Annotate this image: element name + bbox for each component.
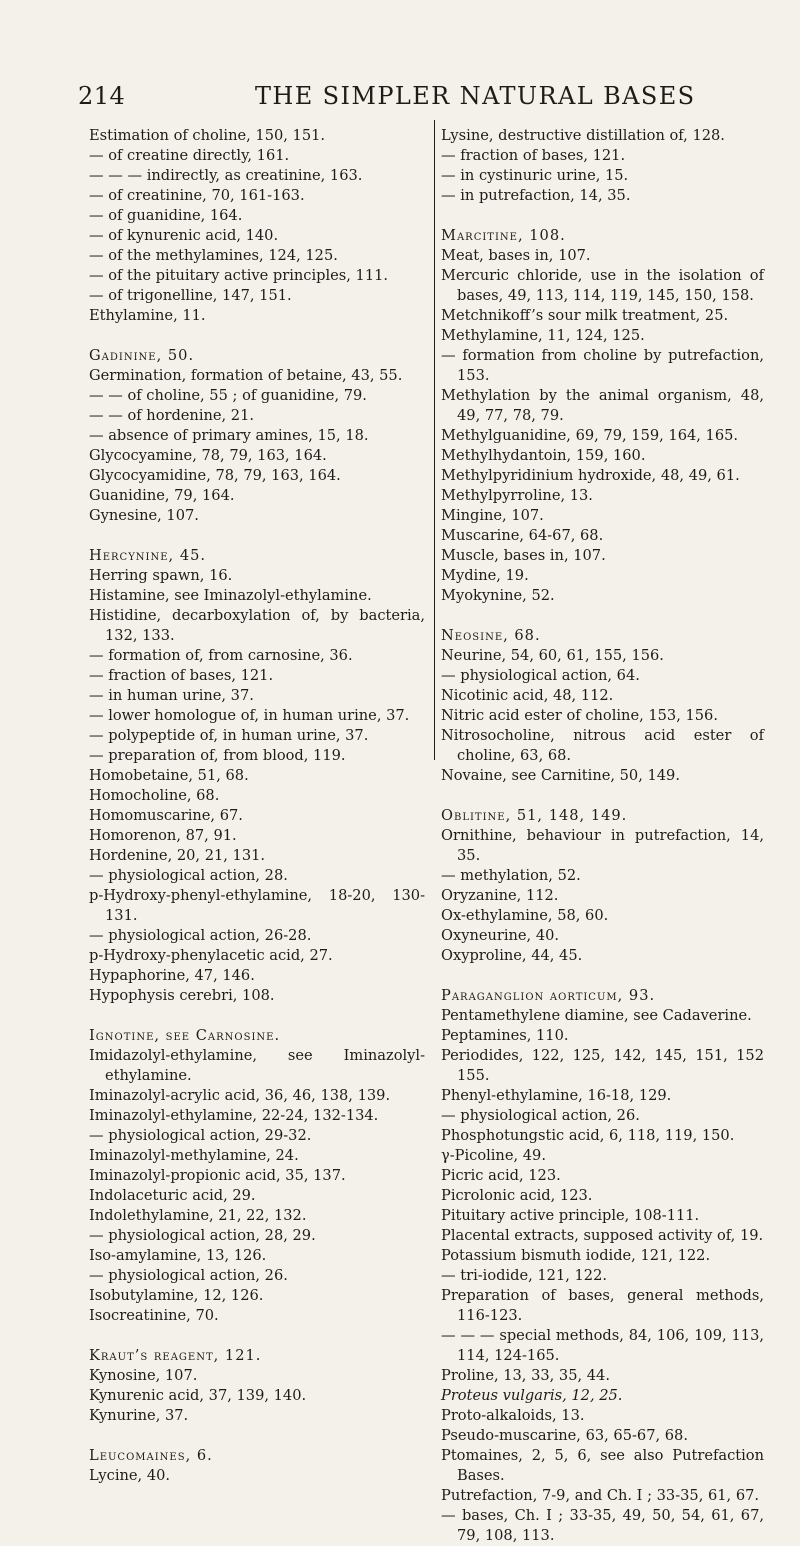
index-entry: Ornithine, behaviour in putrefaction, 14, 35.: [441, 827, 764, 864]
index-entry: Hercynine, 45.: [89, 547, 207, 564]
section-gap: [441, 606, 764, 626]
index-entry: Isocreatinine, 70.: [89, 1307, 219, 1324]
index-entry: Guanidine, 79, 164.: [89, 487, 235, 504]
index-entry: — formation from choline by putrefaction, 153.: [441, 347, 764, 384]
index-entry: Kynosine, 107.: [89, 1367, 198, 1384]
index-entry: Glycocyamine, 78, 79, 163, 164.: [89, 447, 327, 464]
index-entry: Proto-alkaloids, 13.: [441, 1407, 585, 1424]
index-entry: — preparation of, from blood, 119.: [89, 747, 346, 764]
index-entry: Muscarine, 64-67, 68.: [441, 527, 604, 544]
index-entry: Picrolonic acid, 123.: [441, 1187, 593, 1204]
index-entry: Kynurenic acid, 37, 139, 140.: [89, 1387, 307, 1404]
index-entry: Pseudo-muscarine, 63, 65-67, 68.: [441, 1427, 688, 1444]
index-entry: Muscle, bases in, 107.: [441, 547, 606, 564]
index-entry: Methylhydantoin, 159, 160.: [441, 447, 646, 464]
index-entry: — bases, Ch. I ; 33-35, 49, 50, 54, 61, 67, 79, 108, 113.: [441, 1507, 764, 1544]
index-entry: Nitric acid ester of choline, 153, 156.: [441, 707, 718, 724]
section-gap: [441, 966, 764, 986]
index-entry: Germination, formation of betaine, 43, 55.: [89, 367, 403, 384]
index-entry: Iminazolyl-methylamine, 24.: [89, 1147, 299, 1164]
column-divider: [434, 120, 435, 760]
index-entry: Isobutylamine, 12, 126.: [89, 1287, 264, 1304]
index-entry: Homocholine, 68.: [89, 787, 220, 804]
index-entry: Histamine, see Iminazolyl-ethylamine.: [89, 587, 372, 604]
index-entry: Phenyl-ethylamine, 16-18, 129.: [441, 1087, 672, 1104]
index-entry: Proline, 13, 33, 35, 44.: [441, 1367, 610, 1384]
index-entry: Nicotinic acid, 48, 112.: [441, 687, 614, 704]
index-entry: Glycocyamidine, 78, 79, 163, 164.: [89, 467, 341, 484]
index-entry: Estimation of choline, 150, 151.: [89, 127, 326, 144]
index-entry: Neurine, 54, 60, 61, 155, 156.: [441, 647, 664, 664]
index-entry: — physiological action, 29-32.: [89, 1127, 312, 1144]
index-entry: Leucomaines, 6.: [89, 1447, 213, 1464]
index-entry: Ethylamine, 11.: [89, 307, 206, 324]
index-entry: — — of hordenine, 21.: [89, 407, 255, 424]
index-entry: — in human urine, 37.: [89, 687, 254, 704]
index-entry: — of the pituitary active principles, 111.: [89, 267, 389, 284]
index-column-left: [89, 126, 425, 1486]
index-entry: Proteus vulgaris, 12, 25.: [441, 1387, 623, 1404]
index-entry: Picric acid, 123.: [441, 1167, 561, 1184]
index-entry: — fraction of bases, 121.: [89, 667, 274, 684]
index-entry: Putrefaction, 7-9, and Ch. I ; 33-35, 61, 67.: [441, 1487, 760, 1504]
index-entry: Methylpyridinium hydroxide, 48, 49, 61.: [441, 467, 740, 484]
index-entry: Histidine, decarboxylation of, by bacteria, 132, 133.: [89, 607, 425, 644]
index-entry: — physiological action, 28.: [89, 867, 288, 884]
index-entry: — tri-iodide, 121, 122.: [441, 1267, 608, 1284]
index-entry: — of creatine directly, 161.: [89, 147, 290, 164]
index-entry: Hypophysis cerebri, 108.: [89, 987, 275, 1004]
index-entry: — of creatinine, 70, 161-163.: [89, 187, 305, 204]
index-entry: — physiological action, 64.: [441, 667, 640, 684]
index-entry: Periodides, 122, 125, 142, 145, 151, 152 155.: [441, 1047, 764, 1084]
index-entry: Gynesine, 107.: [89, 507, 199, 524]
index-entry: Novaine, see Carnitine, 50, 149.: [441, 767, 680, 784]
index-entry: Preparation of bases, general methods, 116-123.: [441, 1287, 764, 1324]
index-entry: — polypeptide of, in human urine, 37.: [89, 727, 369, 744]
index-entry: Nitrosocholine, nitrous acid ester of choline, 63, 68.: [441, 727, 764, 764]
index-entry: Potassium bismuth iodide, 121, 122.: [441, 1247, 711, 1264]
index-entry: — of the methylamines, 124, 125.: [89, 247, 338, 264]
index-entry: p-Hydroxy-phenylacetic acid, 27.: [89, 947, 333, 964]
index-entry: Neosine, 68.: [441, 627, 541, 644]
index-entry: Mercuric chloride, use in the isolation of bases, 49, 113, 114, 119, 145, 150, 158.: [441, 267, 764, 304]
index-entry: Lysine, destructive distillation of, 128.: [441, 127, 725, 144]
index-entry: Lycine, 40.: [89, 1467, 171, 1484]
index-entry: Iso-amylamine, 13, 126.: [89, 1247, 267, 1264]
index-entry: Peptamines, 110.: [441, 1027, 569, 1044]
index-entry: Pentamethylene diamine, see Cadaverine.: [441, 1007, 752, 1024]
index-entry: Homobetaine, 51, 68.: [89, 767, 249, 784]
index-entry: Kraut’s reagent, 121.: [89, 1347, 262, 1364]
section-gap: [89, 526, 425, 546]
index-entry: — in putrefaction, 14, 35.: [441, 187, 631, 204]
index-entry: — methylation, 52.: [441, 867, 581, 884]
index-entry: Herring spawn, 16.: [89, 567, 233, 584]
index-entry: Methylpyrroline, 13.: [441, 487, 593, 504]
index-entry: Hypaphorine, 47, 146.: [89, 967, 255, 984]
index-entry: γ-Picoline, 49.: [441, 1147, 546, 1164]
index-entry: — fraction of bases, 121.: [441, 147, 626, 164]
index-entry: Ptomaines, 2, 5, 6, see also Putrefaction Bases.: [441, 1447, 764, 1484]
index-entry: Methylation by the animal organism, 48, 49, 77, 78, 79.: [441, 387, 764, 424]
index-entry: Kynurine, 37.: [89, 1407, 189, 1424]
index-entry: — physiological action, 26.: [89, 1267, 288, 1284]
index-entry: Mydine, 19.: [441, 567, 529, 584]
index-entry: Gadinine, 50.: [89, 347, 195, 364]
index-entry: Placental extracts, supposed activity of, 19.: [441, 1227, 764, 1244]
index-entry: Meat, bases in, 107.: [441, 247, 591, 264]
index-entry: Paraganglion aorticum, 93.: [441, 987, 656, 1004]
index-entry: Mingine, 107.: [441, 507, 544, 524]
index-entry: — formation of, from carnosine, 36.: [89, 647, 353, 664]
index-column-right: [441, 126, 764, 1546]
index-entry: Pituitary active principle, 108-111.: [441, 1207, 700, 1224]
index-entry: — of kynurenic acid, 140.: [89, 227, 279, 244]
index-entry: Methylamine, 11, 124, 125.: [441, 327, 645, 344]
index-entry: Homorenon, 87, 91.: [89, 827, 237, 844]
index-entry: Homomuscarine, 67.: [89, 807, 243, 824]
index-entry: Methylguanidine, 69, 79, 159, 164, 165.: [441, 427, 739, 444]
index-entry: p-Hydroxy-phenyl-ethylamine, 18-20, 130-131.: [89, 887, 425, 924]
index-entry: Oxyneurine, 40.: [441, 927, 560, 944]
index-entry: — — — indirectly, as creatinine, 163.: [89, 167, 363, 184]
index-entry: Ox-ethylamine, 58, 60.: [441, 907, 609, 924]
index-entry: Oxyproline, 44, 45.: [441, 947, 583, 964]
section-gap: [89, 326, 425, 346]
index-entry: Oblitine, 51, 148, 149.: [441, 807, 628, 824]
index-entry: Phosphotungstic acid, 6, 118, 119, 150.: [441, 1127, 735, 1144]
page-number: 214: [78, 82, 126, 110]
index-entry: — — of choline, 55 ; of guanidine, 79.: [89, 387, 367, 404]
section-gap: [89, 1426, 425, 1446]
index-entry: Imidazolyl-ethylamine, see Iminazolyl-ethylamine.: [89, 1047, 425, 1084]
page-header: [0, 82, 800, 122]
index-entry: Marcitine, 108.: [441, 227, 566, 244]
index-entry: Oryzanine, 112.: [441, 887, 559, 904]
index-entry: — absence of primary amines, 15, 18.: [89, 427, 369, 444]
index-entry: Indolaceturic acid, 29.: [89, 1187, 256, 1204]
index-entry: — lower homologue of, in human urine, 37.: [89, 707, 410, 724]
section-gap: [441, 206, 764, 226]
index-entry: — — — special methods, 84, 106, 109, 113, 114, 124-165.: [441, 1327, 764, 1364]
index-entry: — physiological action, 28, 29.: [89, 1227, 316, 1244]
index-entry: — of trigonelline, 147, 151.: [89, 287, 292, 304]
index-entry: Iminazolyl-propionic acid, 35, 137.: [89, 1167, 346, 1184]
running-title: THE SIMPLER NATURAL BASES: [255, 82, 696, 110]
index-entry: — of guanidine, 164.: [89, 207, 243, 224]
index-entry: Myokynine, 52.: [441, 587, 555, 604]
index-entry: Indolethylamine, 21, 22, 132.: [89, 1207, 307, 1224]
index-entry: Iminazolyl-ethylamine, 22-24, 132-134.: [89, 1107, 379, 1124]
index-entry: — physiological action, 26-28.: [89, 927, 312, 944]
index-entry: Metchnikoff’s sour milk treatment, 25.: [441, 307, 729, 324]
section-gap: [441, 786, 764, 806]
index-entry: — in cystinuric urine, 15.: [441, 167, 629, 184]
index-entry: Ignotine, see Carnosine.: [89, 1027, 281, 1044]
index-entry: — physiological action, 26.: [441, 1107, 640, 1124]
index-entry: Hordenine, 20, 21, 131.: [89, 847, 266, 864]
index-entry: Iminazolyl-acrylic acid, 36, 46, 138, 139.: [89, 1087, 391, 1104]
section-gap: [89, 1326, 425, 1346]
section-gap: [89, 1006, 425, 1026]
